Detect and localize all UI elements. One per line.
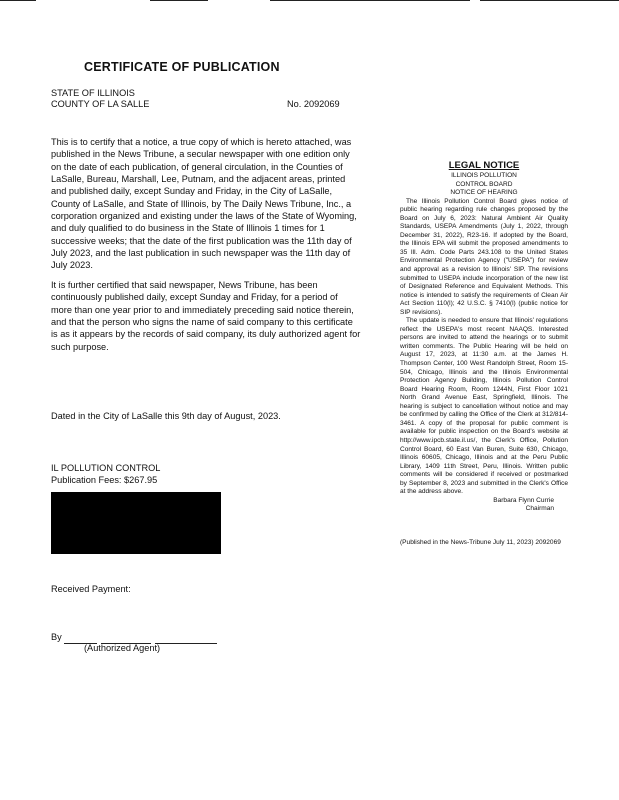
publication-note: (Published in the News-Tribune July 11, 2023) 2092069 <box>400 538 561 546</box>
notice-subheading: ILLINOIS POLLUTION <box>451 172 517 179</box>
signature-line <box>155 643 217 644</box>
notice-subheading: CONTROL BOARD <box>455 180 513 188</box>
certificate-number: No. 2092069 <box>287 99 340 109</box>
scan-border-line <box>480 0 619 1</box>
county-line: COUNTY OF LA SALLE <box>51 99 150 109</box>
notice-signer-title: Chairman <box>525 505 554 513</box>
continuity-paragraph: It is further certified that said newspaper, News Tribune, has been continuously published daily, except Sunday and Friday, for a period of more than one year prior to and immediately preceding said notice therein, and that the person who signs the name of said company to this certificate is as it appears by the records of said company, its duly authorized agent for such purpose. <box>51 280 361 352</box>
scan-border-line <box>270 0 470 1</box>
authorized-agent-label: (Authorized Agent) <box>84 643 161 653</box>
publication-fees: Publication Fees: $267.95 <box>51 475 158 485</box>
certification-paragraph: This is to certify that a notice, a true copy of which is hereto attached, was published in the News Tribune, a secular newspaper with one edition only on the date of each publication, of general circulation, in the Counties of LaSalle, Bureau, Marshall, Lee, Putnam, and the adjacent areas, printed and published daily, except Sunday and Friday, in the City of LaSalle, County of LaSalle, and State of Illinois, by The Daily News Tribune, Inc., a corporation organized and existing under the laws of the State of Wyoming, and duly qualified to do business in the State of Illinois 1 times for 1 successive weeks; that the date of the first publication was the 11th day of July 2023, and the last publication in such newspaper was the 11th day of July 2023. <box>51 137 357 271</box>
received-payment-label: Received Payment: <box>51 584 131 594</box>
scan-border-line <box>150 0 208 1</box>
notice-signer: Barbara Flynn Currie <box>493 496 554 504</box>
dated-line: Dated in the City of LaSalle this 9th day of August, 2023. <box>51 411 281 421</box>
scan-border-line <box>0 0 36 1</box>
legal-notice-heading: LEGAL NOTICE <box>448 160 520 171</box>
client-name: IL POLLUTION CONTROL <box>51 463 161 473</box>
notice-body: The update is needed to ensure that Illinois' regulations reflect the USEPA's most recent NAAQS. Interested persons are invited to attend the hearings or to submit written comments. The Public Hearing will be held on August 17, 2023, at 11:30 a.m. at the James H. Thompson Center, 100 West Randolph Street, Room 15-504, Chicago, Illinois and the Illinois Environmental Protection Agency Building, Illinois Pollution Control Board Hearing Room, Room 1244N, First Floor 1021 North Grand Avenue East, Springfield, Illinois. The hearing is subject to cancellation without notice and may be confirmed by calling the Office of the Clerk at 312/814-3461. A copy of the proposal for public comment is available for public inspection on the Board's website at http://www.ipcb.state.il.us/, the Clerk's Office, Pollution Control Board, 60 East Van Buren, Suite 630, Chicago, Illinois 60605, Chicago, Illinois and at the Peru Public Library, 1409 11th Street, Peru, Illinois. Written public comments will be considered if received or postmarked by September 8, 2023 and submitted in the Clerk's Office at the address above. <box>400 317 568 496</box>
notice-subheading: NOTICE OF HEARING <box>450 189 518 197</box>
state-line: STATE OF ILLINOIS <box>51 88 135 98</box>
by-label: By <box>51 632 62 642</box>
notice-body: The Illinois Pollution Control Board gives notice of public hearing regarding rule changes proposed by the Board on July 6, 2023: Natural Ambient Air Quality Standards, USEPA Amendments (July 1, 2022, through December 31, 2022), R23-16. If adopted by the Board, the Illinois EPA will submit the proposed amendments to 35 Ill. Adm. Code Parts 243.108 to the United States Environmental Protection Agency ("USEPA") for review and approval as a revision to Illinois' SIP. The revisions submitted to USEPA include incorporation of the new list of Designated Reference and Equivalent Methods. This notice is intended to satisfy the requirements of Clean Air Act Section 110(l); 42 U.S.C. § 7410(l) (public notice for SIP revisions). <box>400 197 568 316</box>
legal-notice-clipping <box>400 160 568 547</box>
redaction-block <box>51 492 221 554</box>
certificate-title: CERTIFICATE OF PUBLICATION <box>84 60 280 74</box>
